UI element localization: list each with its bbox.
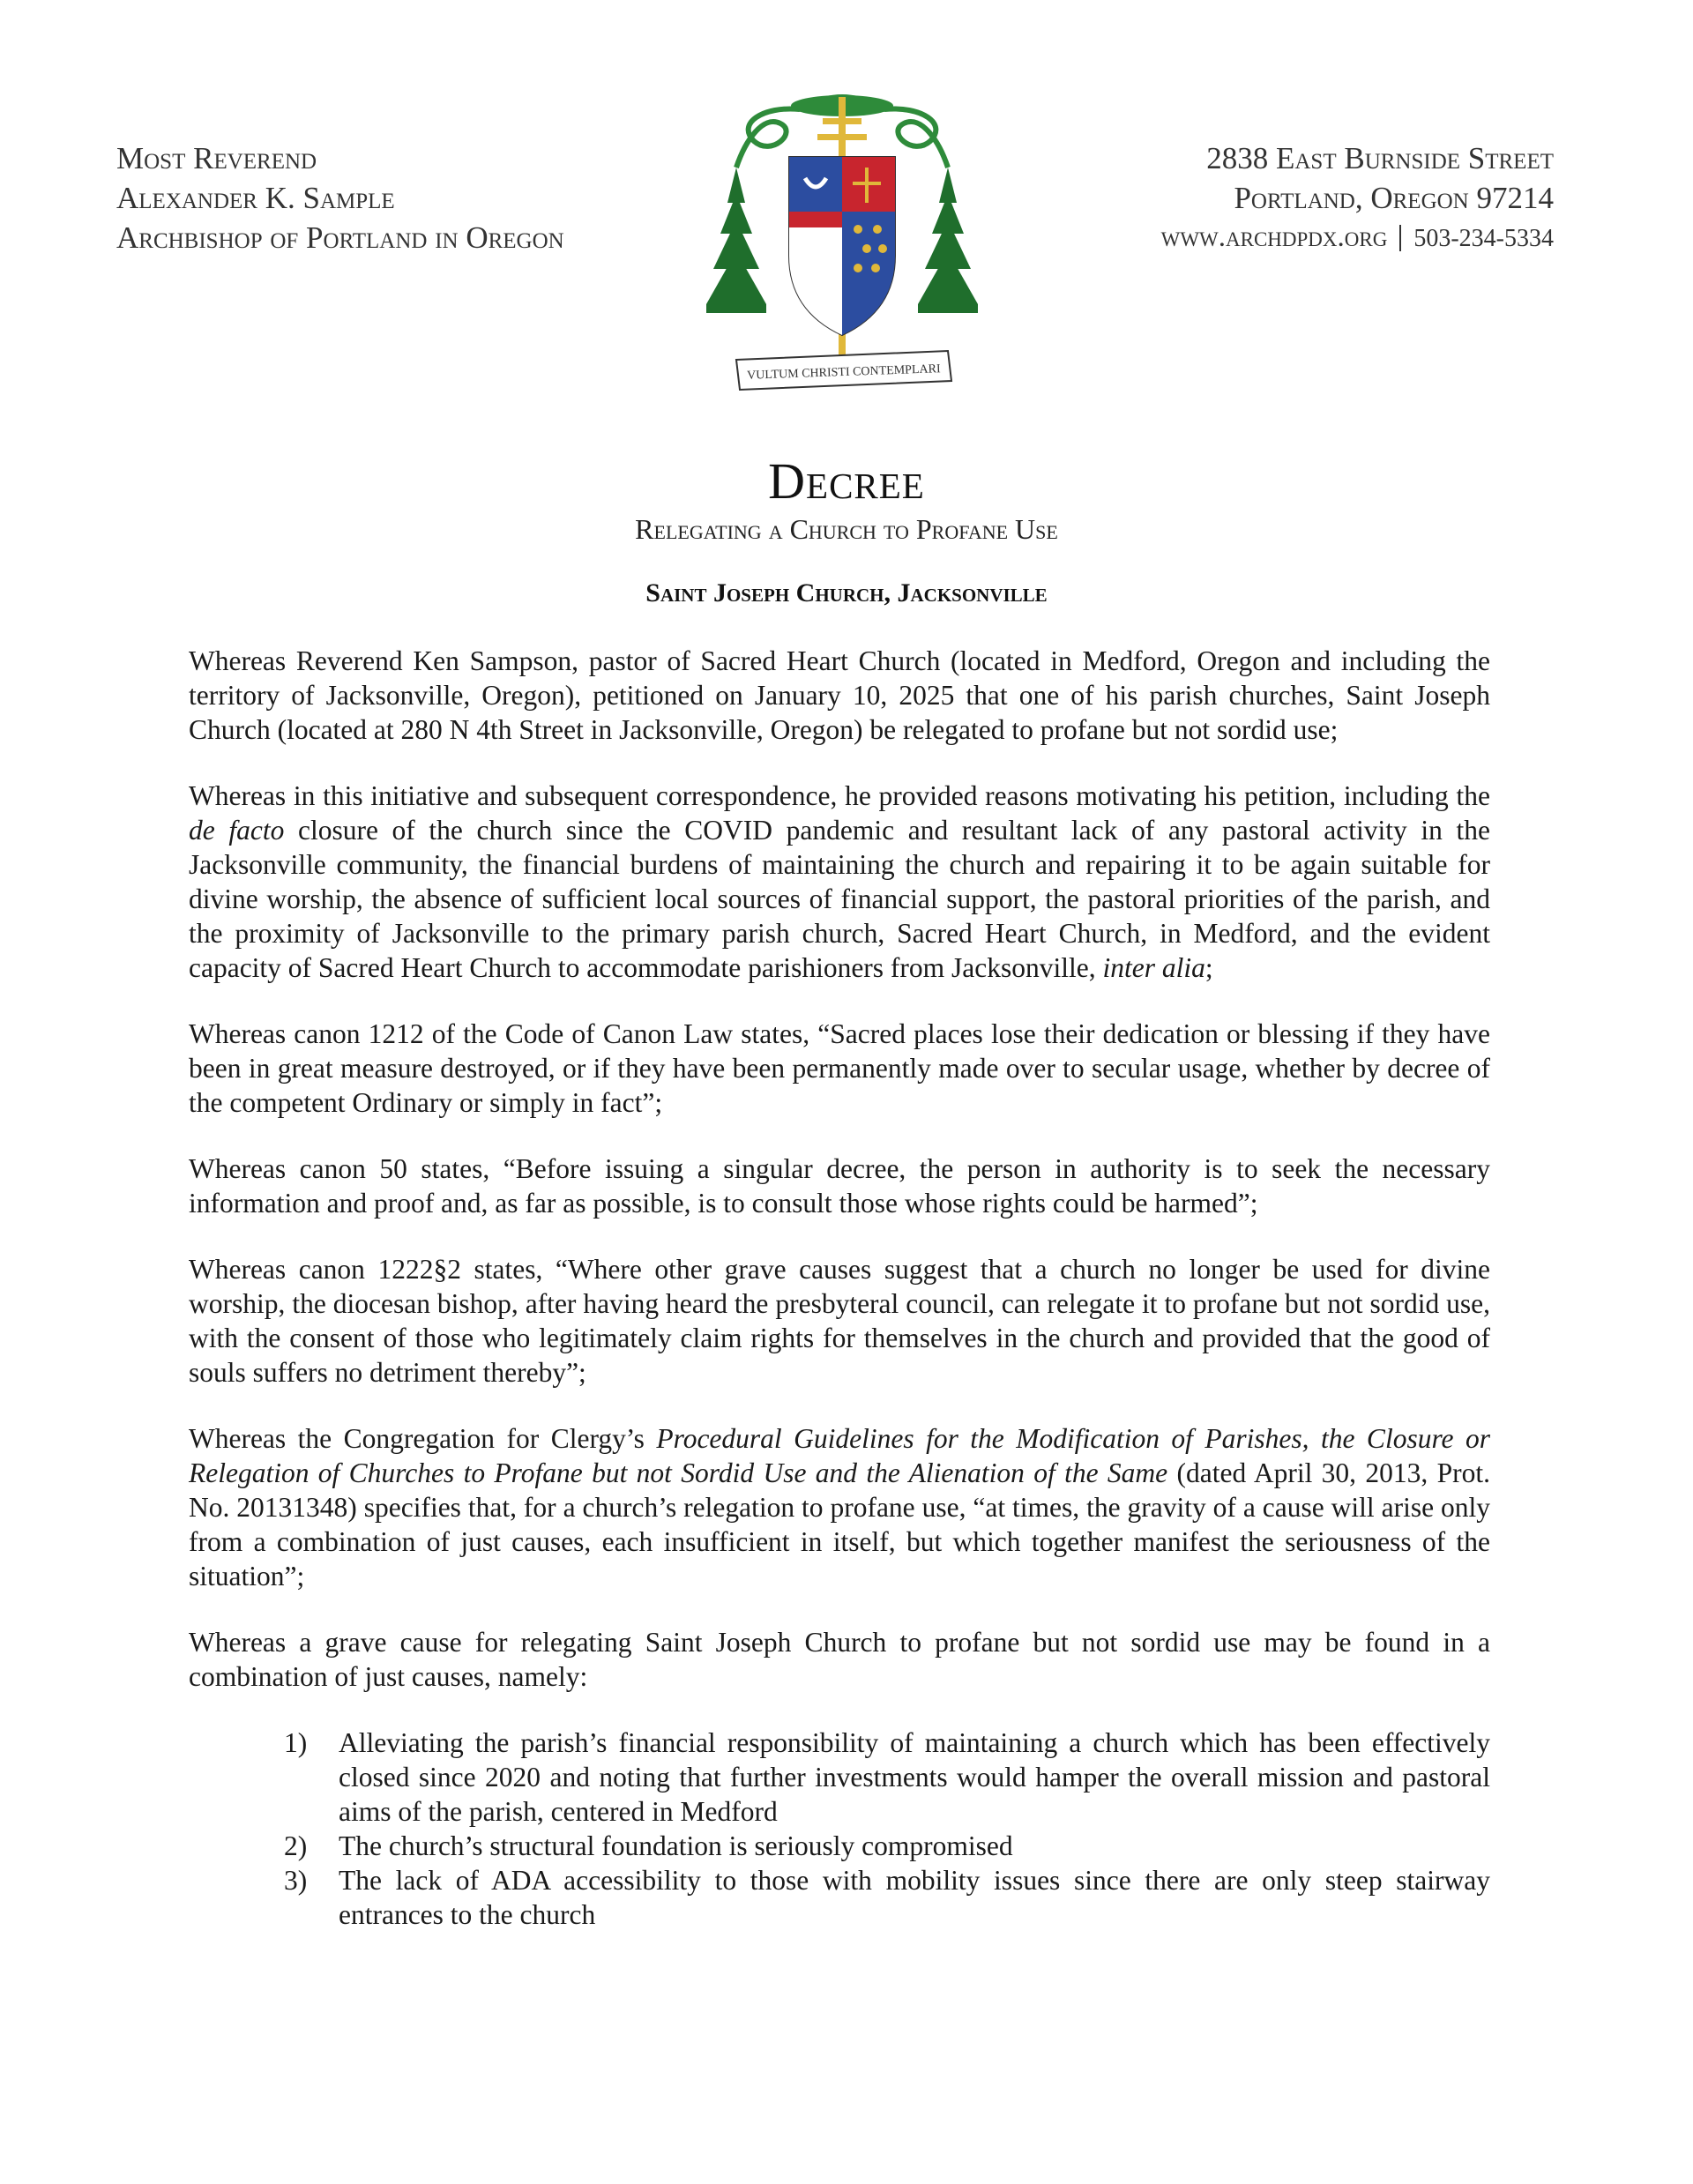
whereas-paragraph-4: Whereas canon 50 states, “Before issuing a singular decree, the person in authority is to seek the necessary information and proof and, as far as possible, is to consult those whose rights could be harmed”; [189,1153,1490,1219]
decree-body [189,644,1490,1932]
address-block [1161,139,1554,256]
whereas-paragraph-6: Whereas the Congregation for Clergy’s Procedural Guidelines for the Modification of Parishes, the Closure or Relegation of Churches to Profane but not Sordid Use and the Alienation of the Same (dated April 30, 2013, Prot. No. 20131348) specifies that, for a church’s relegation to profane use, “at times, the gravity of a cause will arise only from a combination of just causes, each insufficient in itself, but which together manifest the seriousness of the situation”; [189,1423,1491,1591]
phone-number: 503-234-5334 [1413,224,1554,252]
divider [1399,225,1401,251]
whereas-paragraph-5: Whereas canon 1222§2 states, “Where other grave causes suggest that a church no longer be used for divine worship, the diocesan bishop, after having heard the presbyteral council, can relegate it to profane but not sordid use, with the consent of those who legitimately claim rights for themselves in the church and provided that the good of souls suffers no detriment thereby”; [189,1254,1490,1388]
whereas-paragraph-1: Whereas Reverend Ken Sampson, pastor of Sacred Heart Church (located in Medford, Oregon and including the territory of Jacksonville, Oregon), petitioned on January 10, 2025 that one of his parish churches, Saint Joseph Church (located at 280 N 4th Street in Jacksonville, Oregon) be relegated to profane but not sordid use; [189,645,1490,745]
whereas-paragraph-7: Whereas a grave cause for relegating Saint Joseph Church to profane but not sordid use may be found in a combination of just causes, namely: [189,1627,1490,1692]
street-address: 2838 East Burnside Street [1206,141,1554,175]
sender-title: Archbishop of Portland in Oregon [116,220,564,255]
document-title: Decree [768,452,925,510]
city-state-zip: Portland, Oregon 97214 [1234,180,1554,215]
list-item: 1) Alleviating the parish’s financial responsibility of maintaining a church which has been effectively closed since 2020 and noting that further investments would hamper the overall mission and pastoral aims of the parish, centered in Medford [284,1727,1490,1827]
document-subtitle: Relegating a Church to Profane Use [635,513,1058,545]
sender-name: Alexander K. Sample [116,180,395,215]
website-link[interactable]: www.archdpdx.org [1160,220,1388,253]
list-item: 3) The lack of ADA accessibility to those with mobility issues since there are only steep stairway entrances to the church [284,1865,1490,1930]
causes-list [189,1726,1490,1932]
list-item: 2) The church’s structural foundation is seriously compromised [284,1830,1013,1861]
contact-line [1161,219,1554,256]
motto-text: VULTUM CHRISTI CONTEMPLARI [746,362,941,383]
sender-block [116,139,564,257]
whereas-paragraph-3: Whereas canon 1212 of the Code of Canon Law states, “Sacred places lose their dedication or blessing if they have been in great measure destroyed, or if they have been permanently made over to secular usage, whether by decree of the competent Ordinary or simply in fact”; [189,1018,1490,1118]
whereas-paragraph-2: Whereas in this initiative and subsequent correspondence, he provided reasons motivating his petition, including the de facto closure of the church since the COVID pandemic and resultant lack of any pastoral activity in the Jacksonville community, the financial burdens of maintaining the church and repairing it to be again suitable for divine worship, the absence of sufficient local sources of financial support, the pastoral priorities of the parish, and the proximity of Jacksonville to the primary parish church, Sacred Heart Church, in Medford, and the evident capacity of Sacred Heart Church to accommodate parishioners from Jacksonville, inter alia; [189,780,1490,983]
church-heading: Saint Joseph Church, Jacksonville [645,578,1048,607]
coat-of-arms-icon [701,79,983,414]
sender-honorific: Most Reverend [116,141,317,175]
